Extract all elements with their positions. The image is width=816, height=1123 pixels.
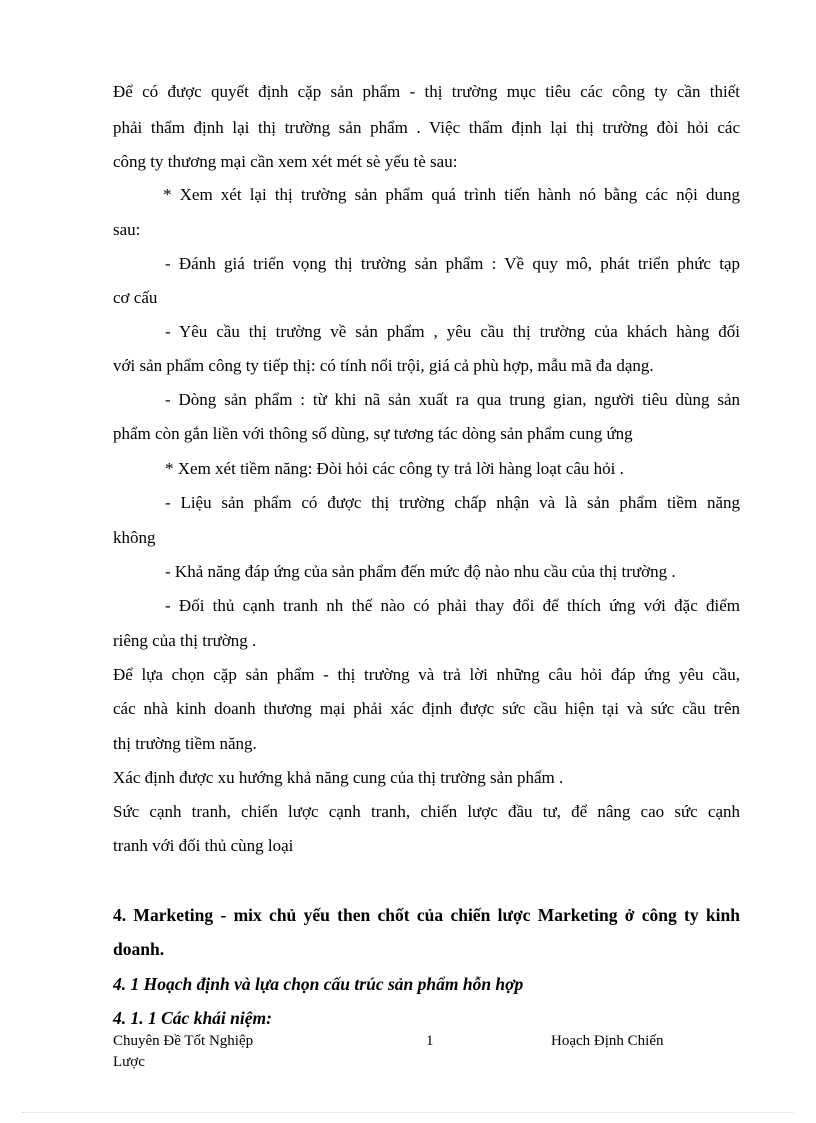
paragraph-line: Xác định được xu hướng khả năng cung của thị trường sản phẩm . (113, 768, 564, 787)
paragraph-line: - Khả năng đáp ứng của sản phẩm đến mức độ nào nhu cầu của thị trường . (165, 562, 676, 581)
paragraph-line: sau: (113, 220, 141, 239)
page-bottom-divider (22, 1112, 794, 1113)
paragraph-line: - Đối thủ cạnh tranh nh thế nào có phải thay đổi để thích ứng với đặc điểm (165, 596, 740, 615)
paragraph-line: phải thẩm định lại thị trường sản phẩm . Việc thẩm định lại thị trường đòi hỏi các (113, 118, 740, 137)
footer-page-number: 1 (426, 1033, 434, 1049)
paragraph-line: - Dòng sản phẩm : từ khi nã sản xuất ra qua trung gian, người tiêu dùng sản (165, 390, 740, 409)
subsection-heading: 4. 1 Hoạch định và lựa chọn cấu trúc sản phẩm hỗn hợp (113, 974, 524, 994)
paragraph-line: không (113, 528, 156, 547)
subsubsection-heading: 4. 1. 1 Các khái niệm: (113, 1008, 272, 1028)
paragraph-line: - Đánh giá triển vọng thị trường sản phẩm : Về quy mô, phát triển phức tạp (165, 254, 740, 273)
paragraph-line: tranh với đối thủ cùng loại (113, 836, 294, 855)
paragraph-line: - Yêu cầu thị trường về sản phẩm , yêu cầu thị trường của khách hàng đối (165, 322, 740, 341)
paragraph-line: Để lựa chọn cặp sản phẩm - thị trường và trả lời những câu hỏi đáp ứng yêu cầu, (113, 665, 740, 684)
paragraph-line: các nhà kinh doanh thương mại phải xác định được sức cầu hiện tại và sức cầu trên (113, 699, 740, 718)
paragraph-line: riêng của thị trường . (113, 631, 257, 650)
paragraph-line: cơ cấu (113, 288, 158, 307)
footer-right-text: Hoạch Định Chiến (551, 1033, 664, 1049)
section-heading-continued: doanh. (113, 939, 165, 959)
paragraph-line: Để có được quyết định cặp sản phẩm - thị trường mục tiêu các công ty cần thiết (113, 82, 740, 101)
section-heading: 4. Marketing - mix chủ yếu then chốt của chiến lược Marketing ở công ty kinh (113, 905, 740, 925)
paragraph-line: * Xem xét tiềm năng: Đòi hỏi các công ty trả lời hàng loạt câu hỏi . (165, 459, 624, 478)
paragraph-line: công ty thương mại cần xem xét mét sè yếu tè sau: (113, 152, 458, 171)
footer-left-text: Chuyên Đề Tốt Nghiệp (113, 1033, 254, 1049)
paragraph-line: - Liệu sản phẩm có được thị trường chấp nhận và là sản phẩm tiềm năng (165, 493, 740, 512)
paragraph-line: Sức cạnh tranh, chiến lược cạnh tranh, chiến lược đầu tư, để nâng cao sức cạnh (113, 802, 740, 821)
paragraph-line: thị trường tiềm năng. (113, 734, 257, 753)
paragraph-line: * Xem xét lại thị trường sản phẩm quá trình tiến hành nó bằng các nội dung (163, 185, 740, 204)
footer-left-continued: Lược (113, 1054, 145, 1070)
paragraph-line: phẩm còn gắn liền với thông số dùng, sự tương tác dòng sản phẩm cung ứng (113, 424, 633, 443)
paragraph-line: với sản phẩm công ty tiếp thị: có tính nổi trội, giá cả phù hợp, mẫu mã đa dạng. (113, 356, 654, 375)
